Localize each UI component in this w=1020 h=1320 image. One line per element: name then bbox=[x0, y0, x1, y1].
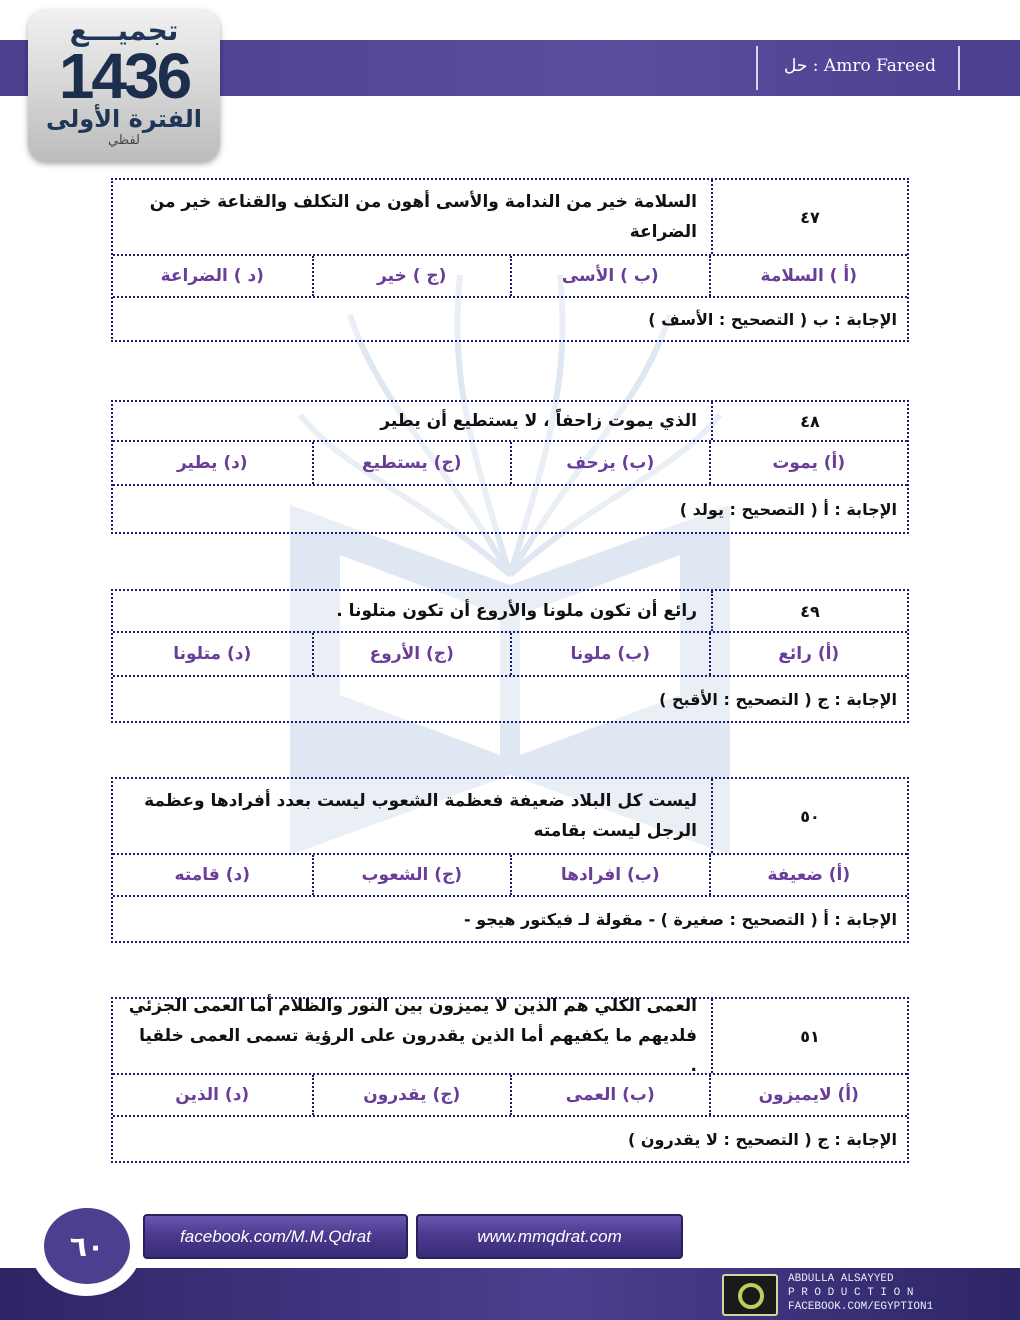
logo-subtitle: الفترة الأولى bbox=[45, 105, 203, 133]
question-51 bbox=[111, 997, 909, 1163]
answer-text: الإجابة : أ ( التصحيح : يولد ) bbox=[679, 499, 897, 519]
option-c[interactable]: (ج ) خير bbox=[312, 256, 511, 296]
option-d[interactable]: (د) قامته bbox=[174, 865, 250, 885]
question-number: ٥١ bbox=[711, 999, 907, 1073]
question-number: ٤٨ bbox=[711, 402, 907, 440]
answer-text: الإجابة : ج ( التصحيح : لا يقدرون ) bbox=[627, 1129, 897, 1149]
option-d[interactable]: (د) يطير bbox=[176, 453, 248, 473]
question-text: ليست كل البلاد ضعيفة فعظمة الشعوب ليست بعدد أفرادها وعظمة الرجل ليست بقامته bbox=[144, 791, 697, 841]
header-divider bbox=[958, 46, 960, 90]
logo-tag: لفظي bbox=[107, 133, 141, 148]
answer-text: الإجابة : ج ( التصحيح : الأقبح ) bbox=[659, 689, 897, 709]
option-c[interactable]: (ج) يستطيع bbox=[312, 442, 511, 484]
option-d[interactable]: (د) الذين bbox=[175, 1085, 250, 1105]
question-text: رائع أن تكون ملونا والأروع أن تكون متلونا . bbox=[336, 601, 697, 621]
facebook-link[interactable]: facebook.com/M.M.Qdrat bbox=[143, 1214, 408, 1259]
producer-name: ABDULLA ALSAYYED bbox=[788, 1273, 894, 1285]
question-50 bbox=[111, 777, 909, 943]
option-a[interactable]: (أ) يموت bbox=[709, 442, 908, 484]
answer-text: الإجابة : أ ( التصحيح : صغيرة ) - مقولة لـ فيكتور هيجو - bbox=[464, 909, 897, 929]
camera-icon bbox=[722, 1274, 778, 1316]
question-49 bbox=[111, 589, 909, 723]
logo-title: تجميـــع bbox=[69, 14, 179, 47]
answer-text: الإجابة : ب ( التصحيح : الأسف ) bbox=[648, 309, 897, 329]
option-a[interactable]: (أ) رائع bbox=[709, 633, 908, 675]
question-number: ٥٠ bbox=[711, 779, 907, 853]
logo-year: 1436 bbox=[58, 40, 190, 112]
collection-logo bbox=[28, 10, 220, 162]
question-number: ٤٧ bbox=[711, 180, 907, 254]
option-d[interactable]: (د) متلونا bbox=[173, 644, 252, 664]
question-text: الذي يموت زاحفاً ، لا يستطيع أن يطير bbox=[380, 411, 697, 431]
option-b[interactable]: (ب ) الأسى bbox=[510, 256, 709, 296]
option-b[interactable]: (ب) العمى bbox=[510, 1075, 709, 1115]
option-c[interactable]: (ج) الأروع bbox=[312, 633, 511, 675]
website-link[interactable]: www.mmqdrat.com bbox=[416, 1214, 683, 1259]
question-text: العمى الكلي هم الذين لا يميزون بين النور والظلام أما العمى الجزئي فلديهم ما يكفيهم أما الذين يقدرون على الرؤية تسمى العمى خلقيا . bbox=[128, 996, 697, 1076]
question-text: السلامة خير من الندامة والأسى أهون من التكلف والقناعة خير من الضراعة bbox=[149, 192, 697, 242]
option-c[interactable]: (ج) الشعوب bbox=[312, 855, 511, 895]
producer-facebook: FACEBOOK.COM/EGYPTION1 bbox=[788, 1301, 934, 1313]
option-c[interactable]: (ج) يقدرون bbox=[312, 1075, 511, 1115]
option-b[interactable]: (ب) ملونا bbox=[510, 633, 709, 675]
option-b[interactable]: (ب) افرادها bbox=[510, 855, 709, 895]
option-b[interactable]: (ب) يزحف bbox=[510, 442, 709, 484]
option-d[interactable]: (د ) الضراعة bbox=[160, 266, 264, 286]
production-credit bbox=[716, 1272, 1020, 1318]
question-number: ٤٩ bbox=[711, 591, 907, 631]
page-number: ٦٠ bbox=[44, 1208, 130, 1284]
question-47 bbox=[111, 178, 909, 342]
question-48 bbox=[111, 400, 909, 534]
solver-credit: حل : Amro Fareed bbox=[784, 56, 936, 76]
production-label: P R O D U C T I O N bbox=[788, 1287, 914, 1299]
header-divider bbox=[756, 46, 758, 90]
option-a[interactable]: (أ) ضعيفة bbox=[709, 855, 908, 895]
option-a[interactable]: (أ ) السلامة bbox=[709, 256, 908, 296]
option-a[interactable]: (أ) لايميزون bbox=[709, 1075, 908, 1115]
